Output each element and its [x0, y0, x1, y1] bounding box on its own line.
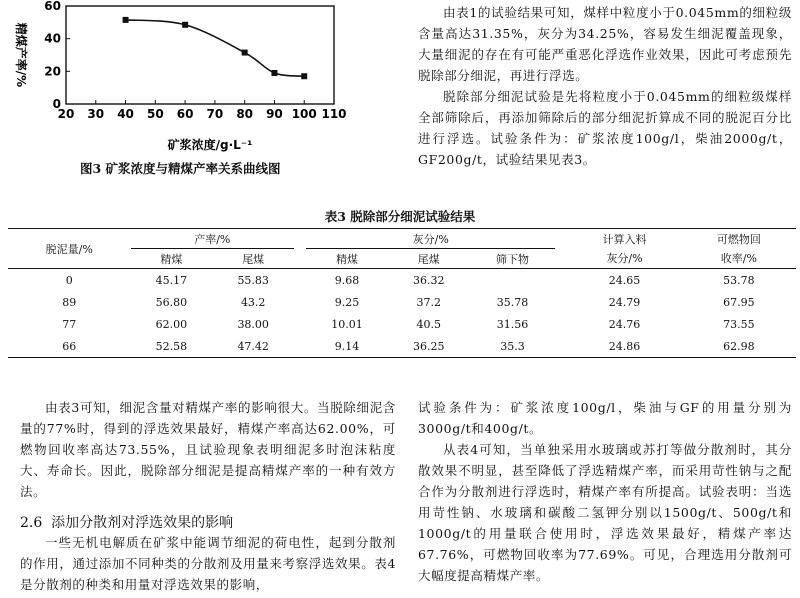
cell: 89	[62, 295, 77, 309]
col-group-yield: 产率/%	[131, 229, 295, 249]
x-tick-label: 20	[57, 107, 75, 121]
cell: 35.3	[470, 335, 556, 358]
section-number: 2.6	[20, 515, 43, 531]
cell: 0	[65, 273, 73, 287]
paragraph: 由表1的试验结果可知，煤样中粒度小于0.045mm的细粒级含量高达31.35%，灰分为34.25%，容易发生细泥覆盖现象，大量细泥的存在有可能严重恶化浮选作业效果，因此可考虑预先脱除部分细泥，再进行浮选。	[418, 5, 792, 83]
col-header-calc-bottom: 灰分/%	[567, 249, 681, 269]
col-header-deslime: 脱泥量/%	[8, 229, 131, 269]
right-column-top	[418, 2, 792, 170]
data-point	[242, 50, 248, 56]
table-row	[8, 313, 796, 335]
cell: 36.25	[388, 335, 470, 358]
cell: 47.42	[212, 335, 294, 358]
x-tick-label: 40	[117, 107, 134, 121]
x-tick-label: 60	[176, 107, 194, 121]
table-row	[8, 291, 796, 313]
y-tick-label: 20	[44, 64, 61, 79]
x-axis-label: 矿浆浓度/g·L⁻¹	[167, 138, 253, 152]
data-point	[301, 73, 307, 79]
figure-caption: 图3 矿浆浓度与精煤产率关系曲线图	[80, 161, 281, 176]
cell: 9.25	[334, 295, 360, 309]
cell: 37.2	[416, 295, 442, 309]
col-header-tail-ash: 尾煤	[388, 249, 470, 269]
table-row	[8, 269, 796, 292]
y-tick-label: 0	[52, 97, 61, 111]
paragraph: 从表4可知，当单独采用水玻璃或苏打等做分散剂时，其分散效果不明显，甚至降低了浮选精煤产率，而采用苛性钠与之配合作为分散剂进行浮选时，精煤产率有所提高。试验表明：当选用苛性钠、水玻璃和碳酸二氢钾分别以1500g/t、500g/t和1000g/t的用量联合使用时，浮选效果最好，精煤产率达67.76%，可燃物回收率为77.69%。可见，合理选用分散剂可大幅度提高精煤产率。	[418, 442, 792, 583]
cell: 55.83	[237, 273, 269, 287]
cell: 56.80	[155, 295, 188, 309]
cell: 52.58	[131, 335, 213, 358]
table-title: 表3 脱除部分细泥试验结果	[324, 209, 476, 224]
left-bottom-paragraph: 由表3可知，细泥含量对精煤产率的影响很大。当脱除细泥含量的77%时，得到的浮选效果最好，精煤产率高达62.00%，可燃物回收率高达73.55%，且试验现象表明细泥多时泡沫粘度大、寿命长。因此，脱除部分细泥是提高精煤产率的一种有效方法。	[20, 400, 396, 499]
cell: 38.00	[237, 317, 269, 331]
cell: 40.5	[416, 317, 442, 331]
y-axis-label: 精煤产率/%	[14, 22, 28, 88]
paragraph: 脱除部分细泥试验是先将粒度小于0.045mm的细粒级煤样全部筛除后，再添加筛除后的部分细泥折算成不同的脱泥百分比进行浮选。试验条件为：矿浆浓度100g/l，柴油2000g/t，GF200g/t，试验结果见表3。	[418, 89, 792, 167]
cell: 45.17	[155, 273, 188, 287]
section-title: 添加分散剂对浮选效果的影响	[51, 515, 234, 531]
cell: 77	[62, 317, 77, 331]
col-header-rec-top: 可燃物回	[682, 229, 796, 249]
y-tick-label: 40	[44, 31, 61, 46]
section-heading	[20, 512, 233, 532]
cell: 24.86	[567, 335, 681, 358]
x-tick-label: 110	[321, 107, 347, 121]
chart-axes	[66, 6, 334, 104]
chart-points	[123, 17, 308, 79]
data-point	[182, 22, 188, 28]
x-tick-label: 50	[146, 107, 164, 121]
col-header-clean-ash: 精煤	[306, 249, 388, 269]
col-header-screen-ash: 筛下物	[470, 249, 556, 269]
cell	[470, 269, 556, 292]
x-tick-label: 80	[236, 107, 254, 121]
x-tick-label: 100	[291, 107, 317, 121]
cell: 67.95	[723, 295, 755, 309]
cell: 9.14	[306, 335, 388, 358]
cell: 43.2	[240, 295, 266, 309]
plot-frame	[66, 6, 334, 104]
cell: 53.78	[723, 273, 755, 287]
x-tick-label: 70	[206, 107, 224, 121]
cell: 35.78	[496, 295, 529, 309]
data-point	[271, 70, 277, 76]
x-tick-label: 90	[266, 107, 283, 121]
right-column-bottom	[418, 397, 792, 586]
cell: 9.68	[334, 273, 360, 287]
cell: 73.55	[723, 317, 755, 331]
col-header-tail-yield: 尾煤	[212, 249, 294, 269]
x-tick-label: 30	[87, 107, 105, 121]
cell: 36.32	[413, 273, 445, 287]
cell: 62.00	[155, 317, 188, 331]
data-point	[123, 17, 129, 23]
cell: 62.98	[682, 335, 796, 358]
series-line	[126, 20, 305, 76]
cell: 66	[8, 335, 131, 358]
concentration-yield-chart	[0, 0, 400, 158]
table-row	[8, 335, 796, 358]
cell: 10.01	[331, 317, 363, 331]
cell: 24.76	[608, 317, 641, 331]
cell: 24.79	[608, 295, 641, 309]
cell: 24.65	[608, 273, 641, 287]
cell: 31.56	[496, 317, 529, 331]
col-header-rec-bottom: 收率/%	[682, 249, 796, 269]
y-tick-label: 60	[44, 0, 61, 13]
col-header-clean-yield: 精煤	[131, 249, 213, 269]
col-group-ash: 灰分/%	[306, 229, 555, 249]
chart-ticks	[44, 0, 346, 121]
results-table	[8, 228, 796, 358]
col-header-calc-top: 计算入料	[567, 229, 681, 249]
paragraph: 试验条件为：矿浆浓度100g/l，柴油与GF的用量分别为3000g/t和400g/t。	[418, 400, 792, 436]
left-bottom-paragraph-2: 一些无机电解质在矿浆中能调节细泥的荷电性，起到分散剂的作用，通过添加不同种类的分散剂及用量来考察浮选效果。表4是分散剂的种类和用量对浮选效果的影响，	[20, 535, 396, 592]
